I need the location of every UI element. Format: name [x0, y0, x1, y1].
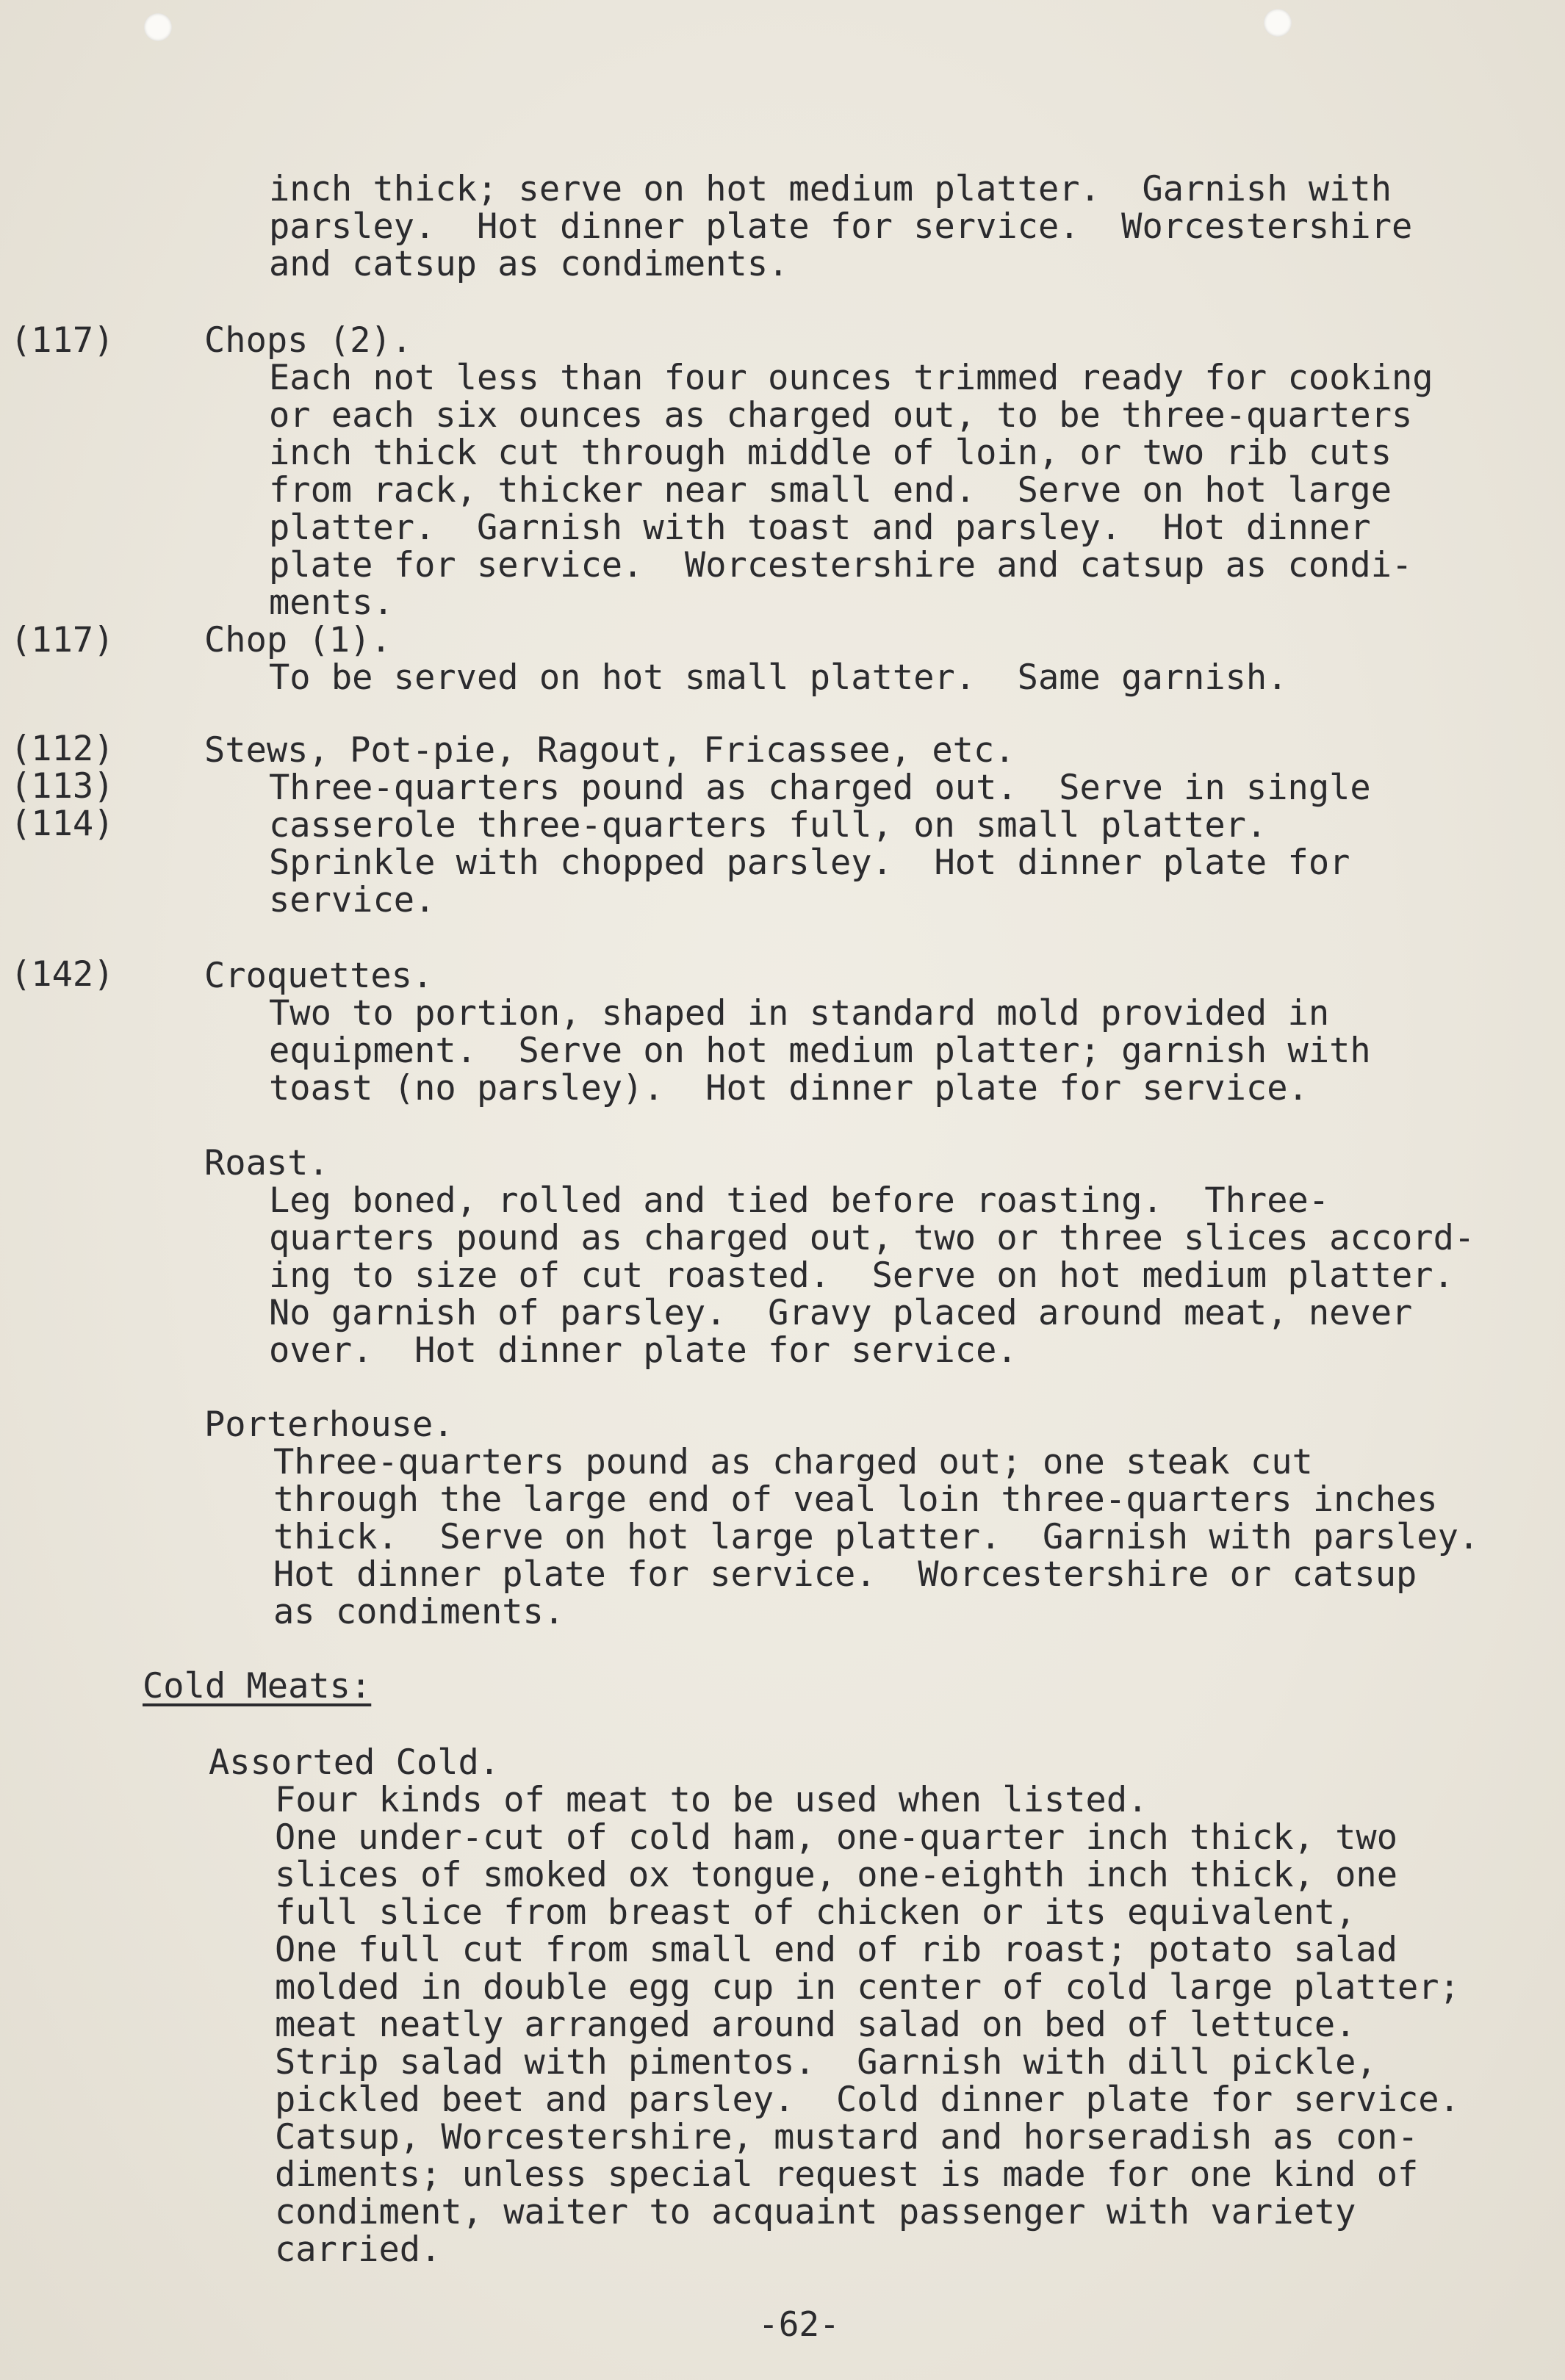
entry-title: Stews, Pot-pie, Ragout, Fricassee, etc.: [204, 730, 1015, 771]
entry-title: Assorted Cold.: [209, 1742, 500, 1783]
entry-line: plate for service. Worcestershire and catsup as condi-: [269, 545, 1413, 585]
entry-line: thick. Serve on hot large platter. Garnish with parsley.: [273, 1517, 1480, 1557]
entry-title: Croquettes.: [204, 956, 433, 996]
entry-line: casserole three-quarters full, on small platter.: [269, 805, 1267, 845]
entry-line: through the large end of veal loin three-quarters inches: [273, 1479, 1438, 1520]
entry-line: Three-quarters pound as charged out. Serve in single: [269, 768, 1371, 808]
entry-line: service.: [269, 880, 436, 920]
entry-line: meat neatly arranged around salad on bed of lettuce.: [275, 2005, 1356, 2045]
entry-line: or each six ounces as charged out, to be three-quarters: [269, 395, 1413, 436]
punch-hole-left: [144, 13, 172, 41]
entry-line: platter. Garnish with toast and parsley. Hot dinner: [269, 508, 1371, 548]
item-number: (142): [10, 954, 115, 995]
entry-line: condiment, waiter to acquaint passenger with variety: [275, 2192, 1356, 2232]
entry-line: molded in double egg cup in center of cold large platter;: [275, 1967, 1460, 2008]
entry-line: One full cut from small end of rib roast; potato salad: [275, 1930, 1398, 1970]
entry-line: from rack, thicker near small end. Serve on hot large: [269, 470, 1392, 511]
item-number: (117): [10, 320, 115, 361]
entry-line: ments.: [269, 583, 394, 623]
entry-line: Catsup, Worcestershire, mustard and horseradish as con-: [275, 2117, 1419, 2157]
intro-line: inch thick; serve on hot medium platter. Garnish with: [269, 169, 1392, 209]
entry-line: Sprinkle with chopped parsley. Hot dinner plate for: [269, 843, 1350, 883]
entry-line: pickled beet and parsley. Cold dinner plate for service.: [275, 2080, 1460, 2120]
entry-line: Hot dinner plate for service. Worcestershire or catsup: [273, 1554, 1417, 1595]
item-number: (113): [10, 766, 115, 807]
entry-line: Three-quarters pound as charged out; one steak cut: [273, 1442, 1313, 1482]
page-number: -62-: [758, 2304, 840, 2344]
entry-line: To be served on hot small platter. Same garnish.: [269, 657, 1288, 698]
entry-line: equipment. Serve on hot medium platter; garnish with: [269, 1031, 1371, 1071]
item-number: (117): [10, 620, 115, 660]
entry-line: One under-cut of cold ham, one-quarter inch thick, two: [275, 1817, 1398, 1858]
item-number: (114): [10, 804, 115, 844]
entry-line: slices of smoked ox tongue, one-eighth inch thick, one: [275, 1855, 1398, 1895]
punch-hole-right: [1264, 9, 1292, 37]
entry-line: as condiments.: [273, 1592, 565, 1632]
entry-title: Chops (2).: [204, 320, 412, 361]
item-number: (112): [10, 729, 115, 769]
entry-line: diments; unless special request is made for one kind of: [275, 2154, 1419, 2195]
entry-title: Porterhouse.: [204, 1404, 454, 1445]
entry-title: Chop (1).: [204, 620, 392, 660]
entry-line: full slice from breast of chicken or its equivalent,: [275, 1892, 1356, 1933]
intro-line: parsley. Hot dinner plate for service. Worcestershire: [269, 206, 1413, 247]
entry-line: over. Hot dinner plate for service.: [269, 1330, 1018, 1371]
entry-line: Strip salad with pimentos. Garnish with dill pickle,: [275, 2042, 1377, 2082]
entry-line: toast (no parsley). Hot dinner plate for service.: [269, 1068, 1309, 1108]
entry-line: ing to size of cut roasted. Serve on hot medium platter.: [269, 1255, 1454, 1296]
section-heading: Cold Meats:: [143, 1666, 372, 1706]
intro-line: and catsup as condiments.: [269, 244, 789, 284]
entry-line: Leg boned, rolled and tied before roasting. Three-: [269, 1180, 1330, 1221]
entry-line: inch thick cut through middle of loin, or two rib cuts: [269, 433, 1392, 473]
entry-line: Two to portion, shaped in standard mold provided in: [269, 993, 1330, 1034]
entry-line: Four kinds of meat to be used when listed.: [275, 1780, 1148, 1820]
entry-line: No garnish of parsley. Gravy placed around meat, never: [269, 1293, 1413, 1333]
entry-line: Each not less than four ounces trimmed ready for cooking: [269, 358, 1433, 398]
entry-line: carried.: [275, 2229, 442, 2270]
entry-title: Roast.: [204, 1143, 329, 1183]
entry-line: quarters pound as charged out, two or three slices accord-: [269, 1218, 1475, 1258]
